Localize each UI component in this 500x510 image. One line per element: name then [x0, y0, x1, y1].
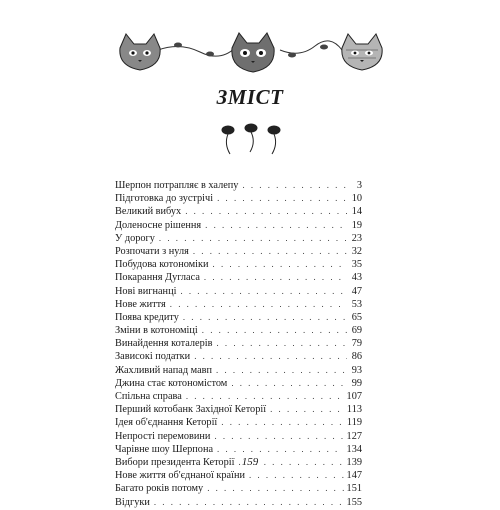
toc-entry-title: Розпочати з нуля	[115, 245, 189, 257]
toc-entry-title: Підготовка до зустрічі	[115, 193, 214, 205]
page-title: ЗМІСТ	[216, 85, 284, 109]
toc-entry-title: Поява кредиту	[115, 311, 179, 323]
toc-entry-title: Джина стає котономістом	[115, 377, 228, 389]
toc-entry-page: 99	[351, 377, 362, 389]
toc-entry	[115, 377, 362, 390]
dot-leader	[269, 404, 344, 417]
toc-entry-page: 47	[351, 285, 362, 297]
toc-entry-page: 127	[346, 430, 362, 442]
dot-leader	[230, 378, 347, 391]
toc-entry-title: Спільна справа	[115, 391, 182, 402]
toc-entry-title: Непрості перемовини	[115, 430, 211, 442]
toc-entry-title: Вибори президента Кеторії	[115, 456, 235, 468]
dot-leader	[204, 220, 347, 233]
toc-entry	[115, 390, 362, 403]
toc-entry-page: 151	[346, 483, 362, 495]
toc-entry	[115, 232, 362, 245]
toc-entry	[115, 179, 362, 192]
toc-entry	[115, 271, 362, 284]
toc-entry	[115, 430, 362, 443]
toc-entry-title: Шерпон потрапляє в халепу	[115, 180, 239, 191]
toc-entry-page: 119	[346, 417, 362, 429]
toc-entry-page: 14	[351, 206, 362, 218]
toc-entry-page: 43	[351, 272, 362, 284]
dot-leader	[241, 180, 347, 193]
toc-entry-page: 86	[351, 351, 362, 363]
toc-entry-title: Нове життя об'єднаної країни	[115, 470, 246, 482]
toc-entry	[115, 337, 362, 350]
toc-entry-page: 69	[351, 325, 362, 337]
dot-leader	[216, 444, 344, 457]
dot-leader	[193, 351, 347, 364]
toc-entry-title: Перший котобанк Західної Кеторії	[115, 404, 267, 416]
toc-entry	[115, 245, 362, 258]
toc-entry	[115, 219, 362, 232]
dot-leader	[203, 272, 347, 285]
dot-leader	[215, 365, 347, 378]
toc-entry	[115, 350, 362, 363]
toc-entry-page: 155	[346, 496, 362, 508]
toc-entry-title: Покарання Дугласа	[115, 272, 200, 284]
page-number: 159	[241, 456, 259, 468]
toc-entry-page: 113	[346, 404, 362, 416]
toc-entry-page: 65	[351, 311, 362, 323]
toc-entry	[115, 443, 362, 456]
toc-entry	[115, 324, 362, 337]
toc-entry-title: Ідея об'єднання Кеторії	[115, 417, 218, 429]
toc-entry-page: 134	[346, 443, 362, 455]
toc-entry-title: Жахливий напад мавп	[115, 364, 213, 376]
toc-entry-title: Великий вибух	[115, 206, 182, 218]
toc-entry	[115, 482, 362, 495]
toc-entry	[115, 403, 362, 416]
toc-entry-page: 32	[351, 245, 362, 257]
toc-entry-page: 147	[346, 470, 362, 482]
toc-entry-title: Відгуки	[115, 496, 150, 508]
toc-entry-title: Доленосне рішення	[115, 219, 202, 231]
dot-leader	[213, 431, 343, 444]
three-mice-icon	[206, 120, 296, 158]
toc-entry-title: Зміни в котономіці	[115, 325, 198, 337]
toc-entry-page: 107	[346, 391, 362, 402]
dot-leader	[201, 325, 347, 338]
toc-entry	[115, 192, 362, 205]
toc-entry-page: 19	[351, 219, 362, 231]
dot-leader	[248, 470, 344, 483]
toc-entry-title: Багато років потому	[115, 483, 204, 495]
three-cat-heads-with-mice-icon	[110, 28, 390, 88]
dot-leader	[192, 246, 347, 259]
toc-entry-page: 53	[351, 298, 362, 310]
toc-entry-title: Чарівне шоу Шерпона	[115, 443, 214, 455]
toc-entry-title: Зависокі податки	[115, 351, 191, 363]
toc-entry	[115, 311, 362, 324]
toc-entry	[115, 469, 362, 482]
dot-leader	[215, 338, 347, 351]
dot-leader	[212, 259, 347, 272]
toc-entry-page: 79	[351, 338, 362, 350]
toc-entry	[115, 496, 362, 509]
toc-entry-page: 23	[351, 232, 362, 244]
toc-entry	[115, 298, 362, 311]
toc-entry-title: Побудова котономіки	[115, 259, 209, 271]
toc-entry-title: Нові вигнанці	[115, 285, 177, 297]
dot-leader	[169, 299, 347, 312]
dot-leader	[184, 206, 347, 219]
toc-entry	[115, 364, 362, 377]
toc-entry-title: Нове життя	[115, 298, 166, 310]
toc-entry	[115, 258, 362, 271]
toc-entry	[115, 416, 362, 429]
dot-leader	[206, 483, 343, 496]
dot-leader	[216, 193, 347, 206]
toc-entry	[115, 205, 362, 218]
toc-entry-title: У дорогу	[115, 232, 155, 244]
toc-entry-page: 10	[351, 193, 362, 205]
dot-leader	[182, 312, 347, 325]
dot-leader	[220, 417, 344, 430]
toc-entry	[115, 285, 362, 298]
dot-leader	[153, 497, 344, 510]
toc-entry-page: 3	[356, 180, 362, 191]
toc-entry-page: 139	[346, 456, 362, 468]
toc-entry-title: Винайдення коталерів	[115, 338, 213, 350]
toc-entry-page: 93	[351, 364, 362, 376]
dot-leader	[179, 286, 347, 299]
toc-entry-page: 35	[351, 259, 362, 271]
